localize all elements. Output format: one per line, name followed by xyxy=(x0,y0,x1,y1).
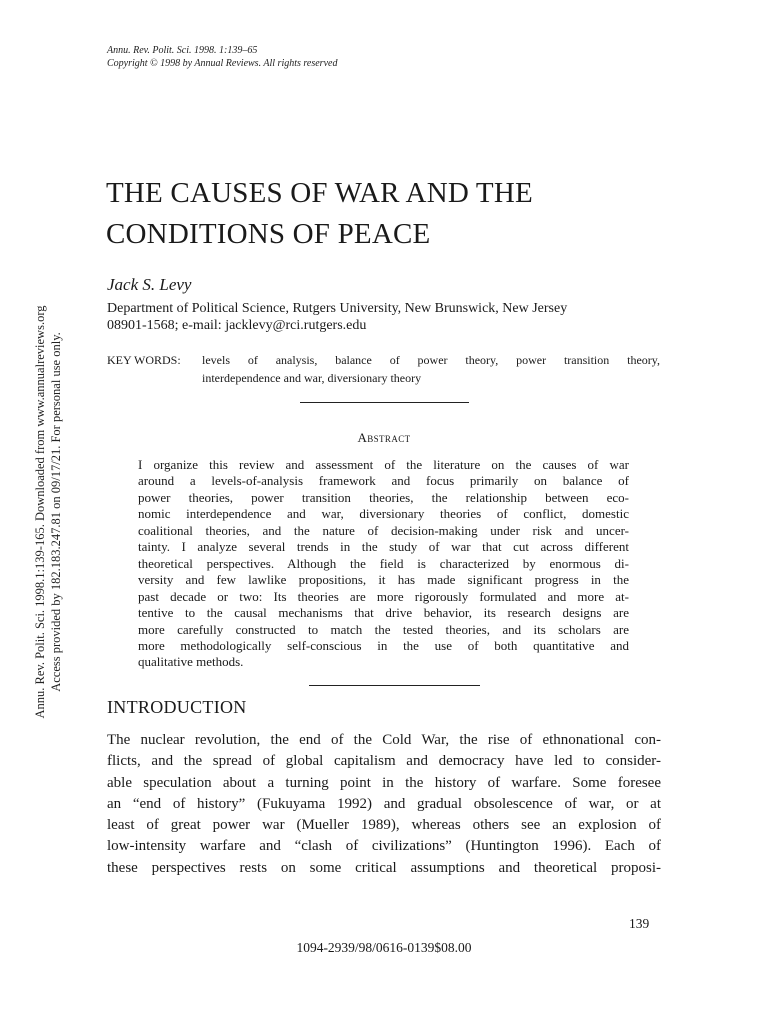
journal-citation xyxy=(107,44,337,70)
title-line: THE CAUSES OF WAR AND THE xyxy=(106,177,533,209)
paragraph-line: The nuclear revolution, the end of the Cold War, the rise of ethnonational con- xyxy=(107,732,661,748)
page-number: 139 xyxy=(629,916,650,931)
issn-code: 1094-2939/98/0616-0139$08.00 xyxy=(296,940,472,955)
author-name: Jack S. Levy xyxy=(107,275,192,294)
abstract-line: past decade or two: Its theories are more rigorously formulated and more at- xyxy=(138,588,629,604)
title-line: CONDITIONS OF PEACE xyxy=(106,218,431,250)
abstract-line: coalitional theories, and the nature of decision-making under risk and uncer- xyxy=(138,522,629,538)
abstract-line: qualitative methods. xyxy=(138,654,244,670)
keywords-line: interdependence and war, diversionary theory xyxy=(202,371,422,385)
copyright-line: Copyright © 1998 by Annual Reviews. All rights reserved xyxy=(107,58,338,69)
abstract-line: nomic interdependence and war, diversionary theories of conflict, domestic xyxy=(138,506,629,522)
abstract-line: more carefully constructed to match the tested theories, and its scholars are xyxy=(138,621,629,637)
paragraph-line: these perspectives rests on some critical assumptions and theoretical proposi- xyxy=(107,859,661,876)
abstract-divider xyxy=(309,685,480,686)
access-line: Access provided by 182.183.247.81 on 09/17/21. For personal use only. xyxy=(49,332,63,692)
download-notice-text xyxy=(32,305,64,718)
keywords-divider xyxy=(300,402,469,403)
introduction-body xyxy=(107,730,661,879)
article-title xyxy=(106,173,666,255)
abstract-line: tainty. I analyze several trends in the study of war that cut across different xyxy=(138,539,629,555)
abstract-line: tentive to the causal mechanisms that drive behavior, its research designs are xyxy=(138,605,629,621)
abstract-line: theoretical perspectives. Although the field is characterized by enormous di- xyxy=(138,555,629,571)
affiliation-line: Department of Political Science, Rutgers University, New Brunswick, New Jersey xyxy=(107,301,568,316)
abstract-line: I organize this review and assessment of the literature on the causes of war xyxy=(138,457,629,472)
abstract-heading: Abstract xyxy=(357,430,411,445)
abstract-line: power theories, power transition theories, the relationship between eco- xyxy=(138,489,629,505)
abstract-body xyxy=(138,457,629,671)
affiliation-line: 08901-1568; e-mail: jacklevy@rci.rutgers.edu xyxy=(107,318,367,333)
paragraph-line: flicts, and the spread of global capitalism and democracy have led to consider- xyxy=(107,753,661,770)
abstract-line: around a levels-of-analysis framework and focus primarily on balance of xyxy=(138,473,629,489)
author-affiliation xyxy=(107,300,667,334)
keywords-label: KEY WORDS: xyxy=(107,353,181,367)
paragraph-line: an “end of history” (Fukuyama 1992) and gradual obsolescence of war, or at xyxy=(107,795,661,812)
paragraph-line: able speculation about a turning point in the history of warfare. Some foresee xyxy=(107,774,661,791)
keywords-line: levels of analysis, balance of power theory, power transition theory, xyxy=(202,353,660,367)
citation-line: Annu. Rev. Polit. Sci. 1998. 1:139–65 xyxy=(107,45,258,56)
abstract-line: more methodologically self-conscious in the use of both quantitative and xyxy=(138,637,629,653)
introduction-heading: INTRODUCTION xyxy=(107,697,247,717)
abstract-line: versity and few lawlike propositions, it has made significant progress in the xyxy=(138,572,629,588)
download-line: Annu. Rev. Polit. Sci. 1998.1:139-165. Downloaded from www.annualreviews.org xyxy=(33,305,47,719)
paragraph-line: least of great power war (Mueller 1989), whereas others see an explosion of xyxy=(107,817,661,834)
paragraph-line: low-intensity warfare and “clash of civilizations” (Huntington 1996). Each of xyxy=(107,838,661,855)
